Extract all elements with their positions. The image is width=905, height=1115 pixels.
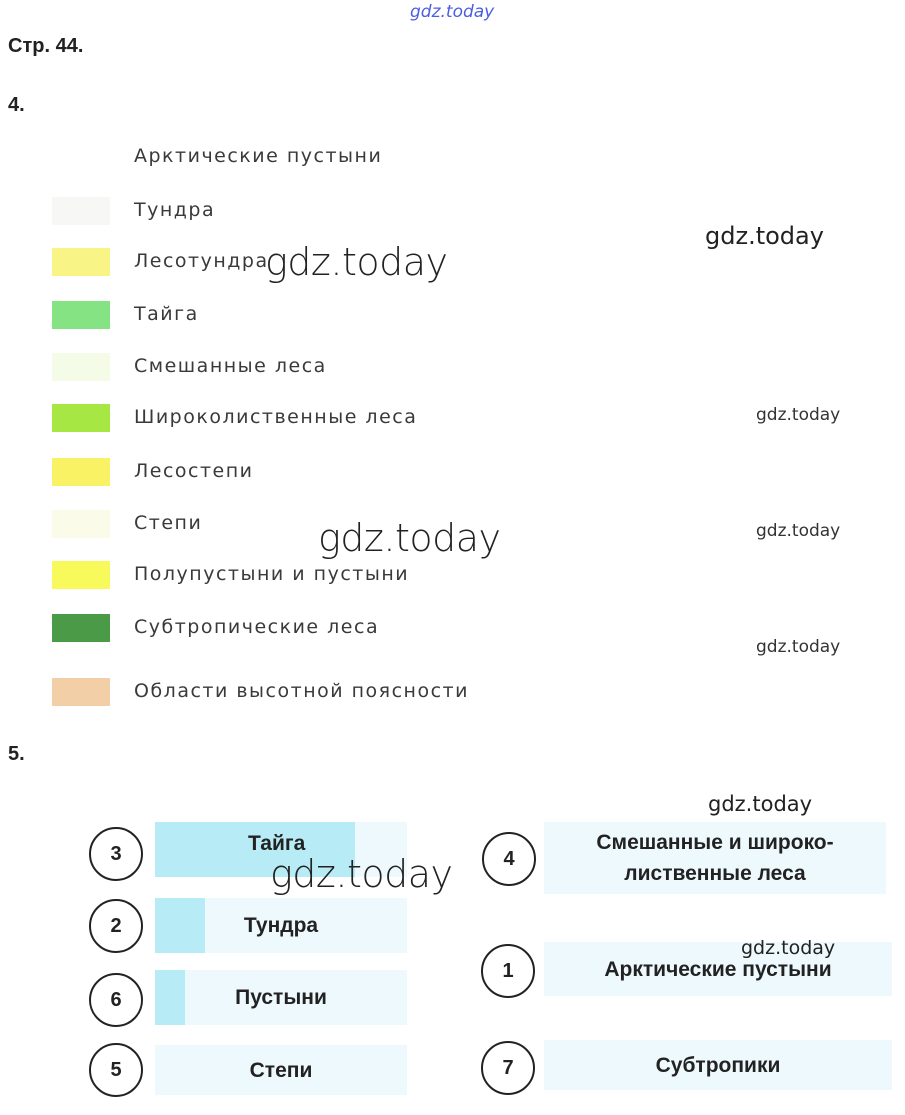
number-circle: 4 [482, 832, 536, 886]
legend-swatch [52, 301, 110, 329]
legend-item [52, 612, 612, 644]
watermark: gdz.today [756, 521, 841, 541]
page-reference: Стр. 44. [8, 35, 84, 57]
number-circle: 3 [89, 827, 143, 881]
legend-label: Смешанные леса [134, 355, 327, 377]
watermark: gdz.today [741, 937, 836, 959]
legend-item [52, 676, 612, 708]
legend-swatch [52, 143, 110, 171]
legend-label: Области высотной поясности [134, 680, 469, 702]
legend-item [52, 456, 612, 488]
legend-label: Степи [134, 512, 203, 534]
watermark: gdz.today [756, 405, 841, 425]
number-circle: 7 [481, 1041, 535, 1095]
legend-label: Арктические пустыни [134, 145, 383, 167]
legend-swatch [52, 678, 110, 706]
zone-label: Тундра [243, 914, 319, 937]
number-circle: 2 [89, 899, 143, 953]
zone-box-arctic-deserts [544, 942, 892, 996]
zone-box-tundra [155, 898, 407, 953]
watermark: gdz.today [708, 792, 813, 816]
zone-label: Смешанные и широко- лиственные леса [596, 831, 834, 885]
zone-box-steppes [155, 1045, 407, 1095]
legend-label: Широколиственные леса [134, 406, 418, 428]
legend-label: Лесотундра [134, 250, 269, 272]
number-circle: 6 [89, 973, 143, 1027]
decor-shape [155, 970, 185, 1025]
legend-swatch [52, 561, 110, 589]
legend-item [52, 195, 612, 227]
legend-swatch [52, 458, 110, 486]
watermark: gdz.today [270, 852, 453, 896]
task-4-number: 4. [8, 94, 25, 116]
watermark: gdz.today [318, 516, 501, 560]
zone-box-mixed-forests [544, 822, 886, 894]
legend-item [52, 141, 612, 173]
decor-shape [155, 898, 205, 953]
zone-label: Пустыни [235, 986, 327, 1009]
legend-item [52, 402, 612, 434]
legend-label: Тайга [134, 303, 199, 325]
watermark: gdz.today [705, 222, 824, 250]
number-circle: 5 [89, 1043, 143, 1097]
watermark: gdz.today [756, 637, 841, 657]
task-5-number: 5. [8, 743, 25, 765]
zone-label: Тайга [248, 832, 306, 855]
watermark: gdz.today [410, 2, 495, 22]
legend-swatch [52, 353, 110, 381]
zone-label: Арктические пустыни [604, 957, 832, 981]
legend-swatch [52, 248, 110, 276]
legend-swatch [52, 404, 110, 432]
legend-item [52, 299, 612, 331]
legend-swatch [52, 614, 110, 642]
zone-label: Субтропики [655, 1053, 781, 1077]
number-circle: 1 [481, 944, 535, 998]
legend-swatch [52, 510, 110, 538]
zone-box-deserts [155, 970, 407, 1025]
zone-box-subtropics [544, 1040, 892, 1090]
zone-label: Степи [249, 1058, 313, 1082]
legend-swatch [52, 197, 110, 225]
legend-item [52, 559, 612, 591]
legend-label: Полупустыни и пустыни [134, 563, 410, 585]
legend-label: Тундра [134, 199, 216, 221]
legend-label: Лесостепи [134, 460, 254, 482]
legend-label: Субтропические леса [134, 616, 380, 638]
watermark: gdz.today [265, 240, 448, 284]
legend-item [52, 351, 612, 383]
